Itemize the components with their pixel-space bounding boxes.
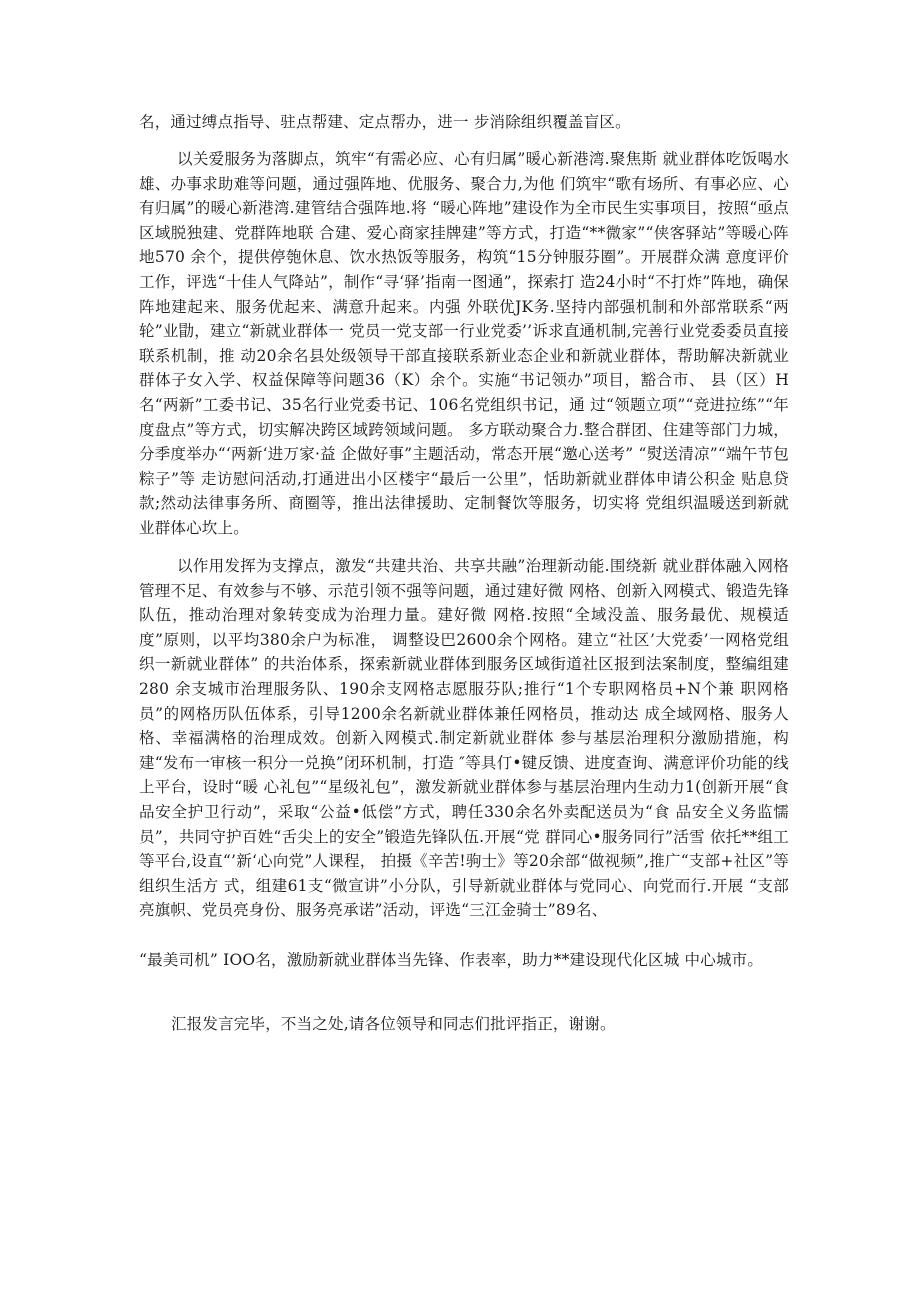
paragraph-model-drivers: “最美司机” IOO名，激励新就业群体当先锋、作表率，助力**建设现代化区城 中心城市。 — [139, 951, 764, 969]
paragraph-care-service: 以关爱服务为落脚点，筑牢“有需必应、心有归属”暖心新港湾.聚焦斯 就业群体吃饭喝水雄、办事求助难等问题，通过强阵地、优服务、聚合力,为他 们筑牢“歌有场所、有事必应、心有归属”的暖心新港湾.建管结合强阵地.将 “暖心阵地”建设作为全市民生实事项目，按照“亟点区域脱独建、党群阵地联 合建、爱心商家挂牌建”等方式，打造“**微家”“侠客驿站”等暖心阵地570 余个，提供停匏休息、饮水热饭等服务，构筑“15分钟服芬圈”。开展群众满 意度评价工作，评选“十佳人气降站”，制作“寻‘驿’指南一图通”，探索打 造24小时“不打炸”阵地，确保阵地建起来、服务优起来、满意升起来。内强 外联优JK务.坚持内部强机制和外部常联系“两轮”业勖，建立“新就业群体一 党员一党支部一行业党委’’诉求直通机制,完善行业党委委员直接联系机制，推 动20余名县处级领导干部直接联系新业态企业和新就业群体，帮助解决新就业 群体子女入学、权益保障等问题36（K）余个。实施“书记领办”项目，豁合市、 县（区）H名“两新”工委书记、35名行业党委书记、106名党组织书记，通 过“领题立项”“竞进拉练”“年度盘点”等方式，切实解决跨区域跨领域问题。 多方联动聚合力.整合群团、住建等部门力城，分季度举办“‘两新‘进万家·益 企做好事”主题活动，常态开展“邀心送考” “熨送清凉”“端午节包粽子”等 走访慰问活动,打通进出小区楼宇“最后一公里”，恬助新就业群体申请公积金 贴息贷款;然动法律事务所、商圈等，推出法律援助、定制餐饮等服务，切实将 党组织温暖送到新就业群体心坎上。 — [139, 150, 789, 537]
paragraph-closing-remarks: 汇报发言完毕，不当之处,请各位领导和同志们批评指正，谢谢。 — [171, 1015, 616, 1033]
paragraph-governance-role: 以作用发挥为支撑点，激发“共建共治、共享共融”治理新动能.围绕新 就业群体融入网格管理不足、有效参与不够、示范引领不强等问题，通过建好微 网格、创新入网模式、锻造先锋队伍，推动治理对象转变成为治理力量。建好微 网格.按照“全域没盖、服务最优、规模适度”原则，以平均380余户为标准， 调整设巴2600余个网格。建立“社区’大党委’一网格党组织一新就业群体” 的共治体系，探索新就业群体到服务区域街道社区报到法案制度，整编组建280 余支城市治理服务队、190余支网格志愿服芬队;推行“1个专职网格员+N个兼 职网格员”的网格历队伍体系，引导1200余名新就业群体兼任网格员，推动达 成全域网格、服务人格、幸福满格的治理成效。创新入网模式.制定新就业群体 参与基层治理积分激励措施，构建“发布一审核一积分一兑换”闭环机制，打造 ″等具仃•键反馈、进度查询、满意评价功能的线上平台，设时“暖 心礼包”“星级礼包”，激发新就业群体参与基层治理内生动力1(创新开展“食 品安全护卫行动”，采取“公益•低偿”方式，聘任330余名外卖配送员为“食 品安全义务监懦员”，共同守护百姓“舌尖上的安全”锻造先锋队伍.开展“党 群同心•服务同行”活雪 依托**组工等平台,设直“’新‘心向党”人课程， 拍摄《辛苦!驹士》等20余部“做视频”,推广“支部+社区”等组织生活方 式，组建61支“微宣讲”小分队，引导新就业群体与党同心、向党而行.开展 “支部亮旗帜、党员亮身份、服务亮承诺”活动，评选“三江金骑士”89名、 — [139, 557, 789, 920]
paragraph-continuation: 名，通过缚点指导、驻点帮建、定点帮办，进一 步消除组织覆盖盲区。 — [139, 113, 631, 131]
